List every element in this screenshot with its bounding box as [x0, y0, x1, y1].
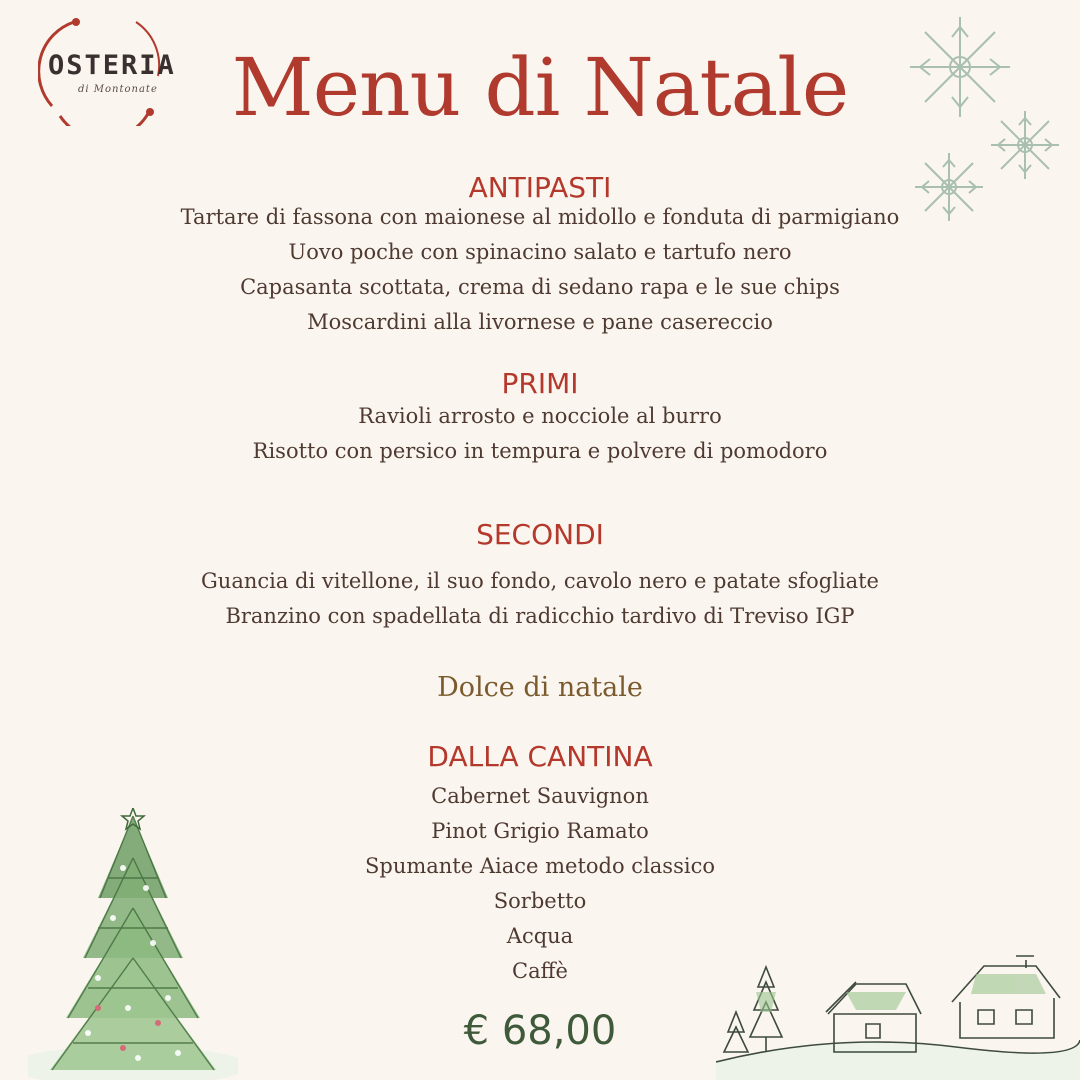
menu-item: Tartare di fassona con maionese al midollo e fonduta di parmigiano — [180, 205, 900, 229]
dolce-heading: Dolce di natale — [437, 672, 643, 703]
menu-item: Moscardini alla livornese e pane casereccio — [307, 310, 773, 334]
menu-item: Guancia di vitellone, il suo fondo, cavolo nero e patate sfogliate — [201, 569, 879, 593]
christmas-tree-illustration — [28, 808, 238, 1080]
menu-item: Sorbetto — [493, 889, 587, 913]
menu-item: Ravioli arrosto e nocciole al burro — [358, 404, 722, 428]
price-label: € 68,00 — [463, 1008, 617, 1054]
menu-item: Cabernet Sauvignon — [431, 784, 649, 808]
page-title: Menu di Natale — [231, 41, 849, 134]
section-heading-antipasti: ANTIPASTI — [468, 171, 612, 204]
section-heading-primi: PRIMI — [501, 367, 579, 400]
menu-item: Spumante Aiace metodo classico — [365, 854, 715, 878]
snowy-village-illustration — [716, 952, 1080, 1080]
snowflake-icon — [988, 108, 1062, 182]
menu-item: Branzino con spadellata di radicchio tardivo di Treviso IGP — [225, 604, 855, 628]
menu-item: Capasanta scottata, crema di sedano rapa e le sue chips — [240, 275, 840, 299]
menu-item: Risotto con persico in tempura e polvere di pomodoro — [252, 439, 828, 463]
section-heading-cantina: DALLA CANTINA — [427, 740, 653, 773]
snowflake-icon — [905, 12, 1015, 122]
logo-subtitle: di Montonate — [78, 84, 158, 95]
menu-item: Uovo poche con spinacino salato e tartufo nero — [288, 240, 792, 264]
logo-name: OSTERIA — [48, 50, 176, 81]
menu-item: Pinot Grigio Ramato — [431, 819, 649, 843]
menu-item: Caffè — [512, 959, 568, 983]
menu-item: Acqua — [506, 924, 574, 948]
section-heading-secondi: SECONDI — [476, 518, 604, 551]
